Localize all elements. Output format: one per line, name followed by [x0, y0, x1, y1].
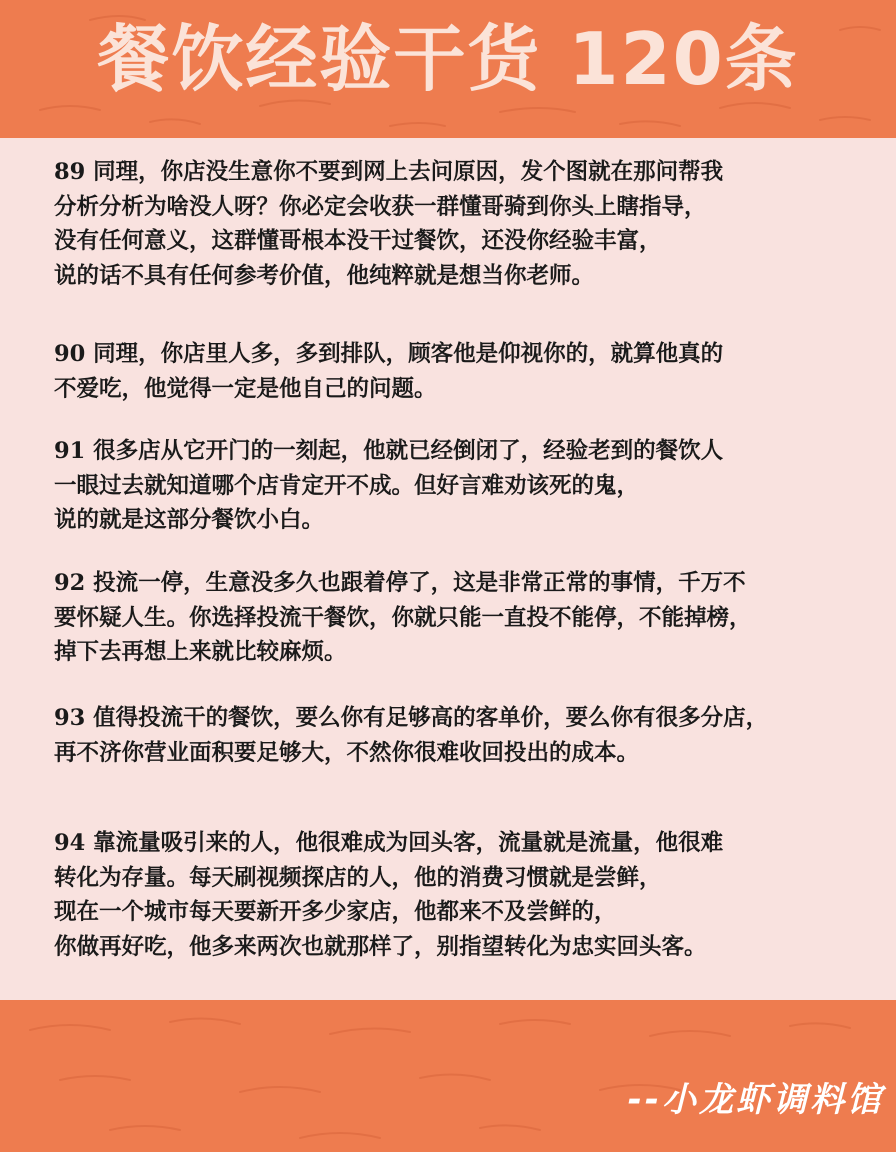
paragraph-91: [54, 434, 884, 538]
paragraph-line: 转化为存量。每天刷视频探店的人，他的消费习惯就是尝鲜，: [54, 864, 662, 891]
header-banner: [0, 0, 896, 138]
paragraph-line: 说的就是这部分餐饮小白。: [54, 507, 325, 533]
paragraph-line: 没有任何意义，这群懂哥根本没干过餐饮，还没你经验丰富，: [54, 228, 662, 254]
paragraph-line: 90 同理，你店里人多，多到排队，顾客他是仰视你的，就算他真的: [54, 341, 724, 367]
paragraph-line: 91 很多店从它开门的一刻起，他就已经倒闭了，经验老到的餐饮人: [54, 438, 724, 464]
paragraph-line: 掉下去再想上来就比较麻烦。: [54, 639, 347, 665]
paragraph-line: 一眼过去就知道哪个店肯定开不成。但好言难劝该死的鬼，: [54, 472, 640, 499]
paragraph-line: 89 同理，你店没生意你不要到网上去问原因，发个图就在那问帮我: [54, 159, 724, 185]
paragraph-line: 再不济你营业面积要足够大，不然你很难收回投出的成本。: [54, 739, 640, 766]
paragraph-93: [54, 701, 884, 770]
paragraph-line: 92 投流一停，生意没多久也跟着停了，这是非常正常的事情，千万不: [54, 570, 746, 596]
paragraph-line: 你做再好吃，他多来两次也就那样了，别指望转化为忠实回头客。: [54, 933, 707, 960]
paragraph-line: 93 值得投流干的餐饮，要么你有足够高的客单价，要么你有很多分店，: [54, 705, 769, 731]
signature: --小龙虾调料馆: [627, 1080, 884, 1120]
paragraph-line: 说的话不具有任何参考价值，他纯粹就是想当你老师。: [54, 262, 595, 289]
paragraph-90: [54, 337, 884, 406]
paragraph-92: [54, 566, 884, 670]
paragraph-line: 分析分析为啥没人呀？你必定会收获一群懂哥骑到你头上瞎指导，: [54, 193, 707, 220]
content-area: [0, 138, 896, 1000]
page-title: 餐饮经验干货 120条: [97, 17, 799, 101]
paragraph-line: 要怀疑人生。你选择投流干餐饮，你就只能一直投不能停，不能掉榜，: [54, 604, 752, 631]
paragraph-line: 现在一个城市每天要新开多少家店，他都来不及尝鲜的，: [54, 899, 617, 925]
paragraph-89: [54, 155, 884, 293]
paragraph-line: 不爱吃，他觉得一定是他自己的问题。: [54, 375, 437, 402]
paragraph-line: 94 靠流量吸引来的人，他很难成为回头客，流量就是流量，他很难: [54, 830, 724, 856]
paragraph-94: [54, 826, 884, 964]
